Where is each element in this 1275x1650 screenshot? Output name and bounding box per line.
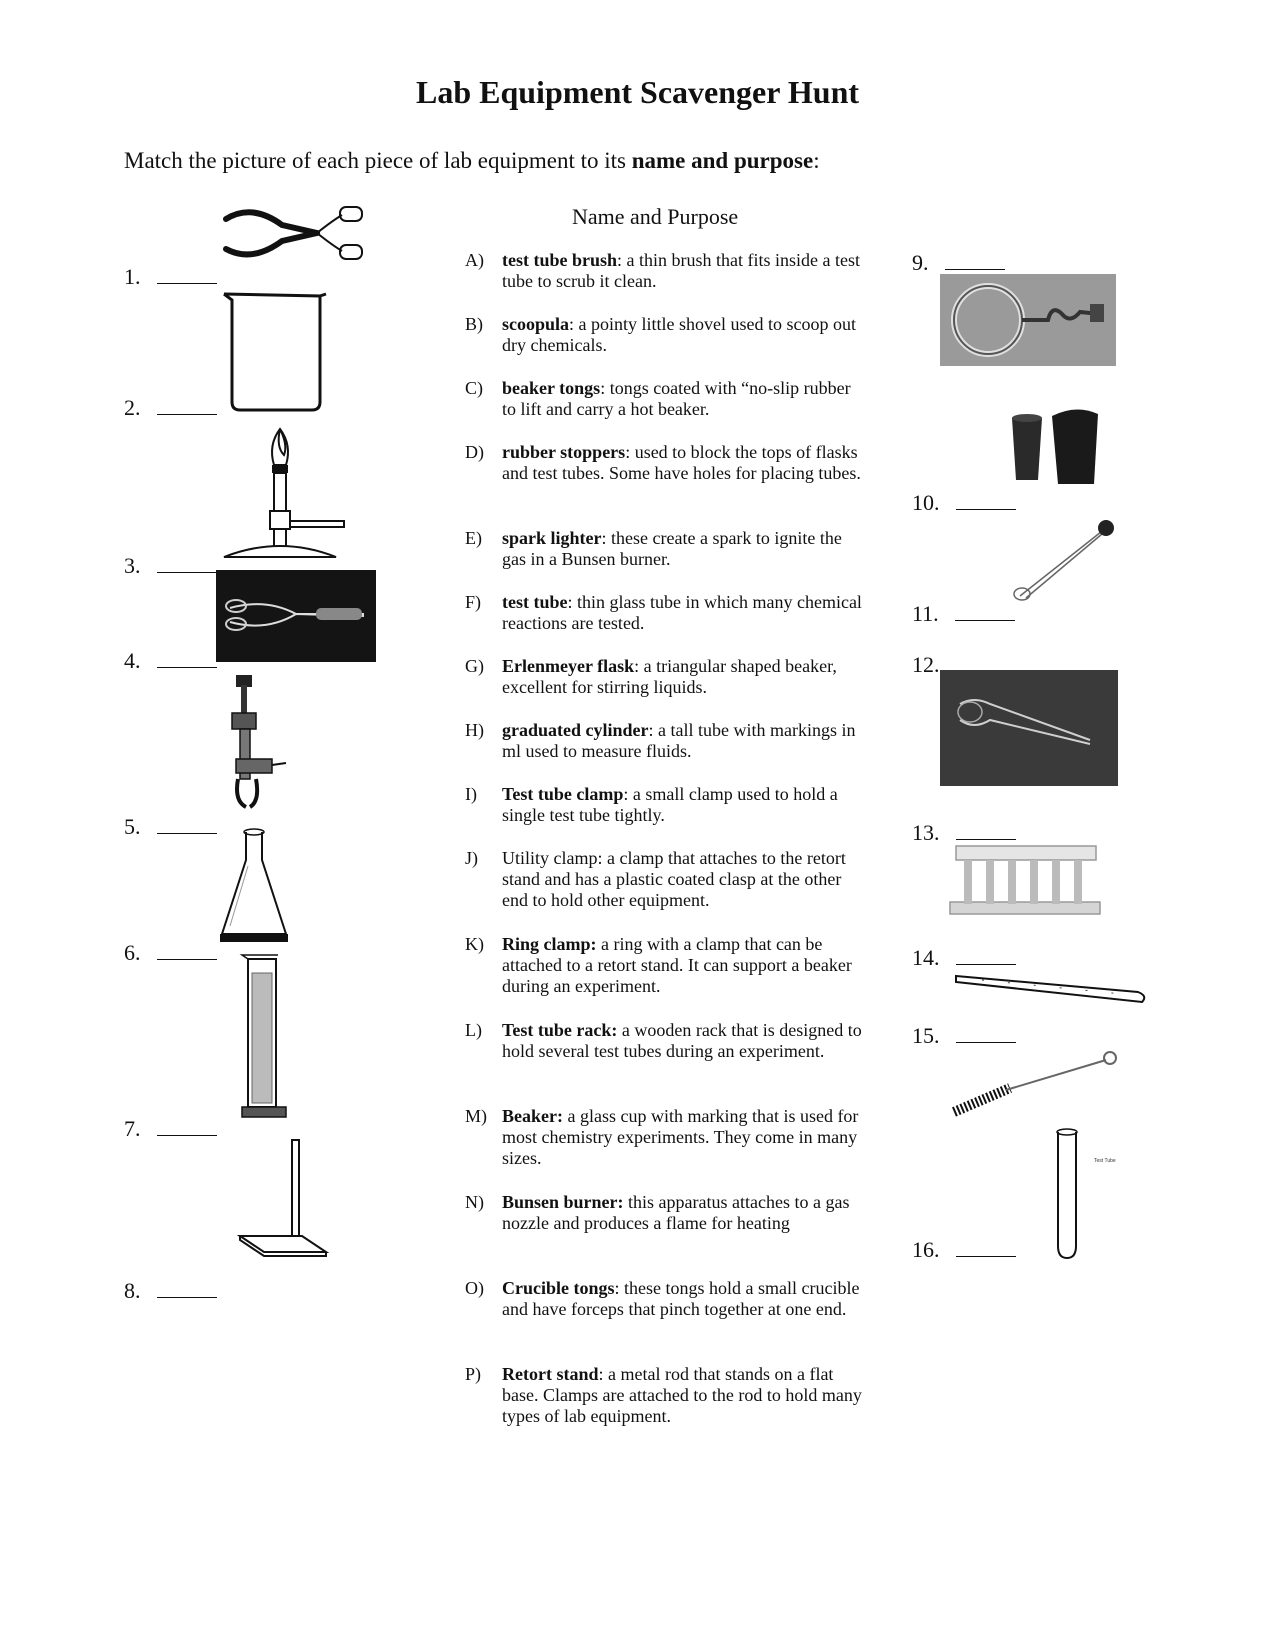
answer-blank[interactable] <box>157 651 217 668</box>
answer-line-1[interactable] <box>124 264 217 290</box>
definition-text: : a tall tube with markings in ml used to measure fluids. <box>502 720 856 761</box>
definition-text: : these create a spark to ignite the gas in a Bunsen burner. <box>502 528 842 569</box>
number-label: 5. <box>124 814 141 839</box>
column-heading: Name and Purpose <box>572 204 739 229</box>
utility-clamp-image <box>226 675 296 815</box>
definition-text: : a triangular shaped beaker, excellent for stirring liquids. <box>502 656 837 697</box>
definition-letter: N) <box>465 1192 484 1212</box>
definition-text: Utility clamp: a clamp that attaches to the retort stand and has a plastic coated clasp at the other end to hold other equipment. <box>502 848 846 910</box>
definition-letter: I) <box>465 784 477 804</box>
answer-blank[interactable] <box>157 943 217 960</box>
definition-n <box>465 1192 862 1234</box>
answer-blank[interactable] <box>945 253 1005 270</box>
definition-text: : tongs coated with “no-slip rubber to lift and carry a hot beaker. <box>502 378 851 419</box>
answer-line-8[interactable] <box>124 1278 217 1304</box>
answer-blank[interactable] <box>157 1281 217 1298</box>
crucible-tongs-image <box>222 205 372 265</box>
answer-line-6[interactable] <box>124 940 217 966</box>
answer-line-15[interactable] <box>912 1023 1016 1049</box>
answer-blank[interactable] <box>157 398 217 415</box>
definition-text: : a pointy little shovel used to scoop out dry chemicals. <box>502 314 857 355</box>
definition-f <box>465 592 862 634</box>
answer-line-16[interactable] <box>912 1237 1016 1263</box>
definition-term: beaker tongs <box>502 378 601 398</box>
answer-blank[interactable] <box>157 267 217 284</box>
definition-term: Test tube rack: <box>502 1020 618 1040</box>
definition-letter: B) <box>465 314 483 334</box>
definition-text: : a small clamp used to hold a single test tube tightly. <box>502 784 838 825</box>
definition-term: Erlenmeyer flask <box>502 656 635 676</box>
answer-blank[interactable] <box>956 1026 1016 1043</box>
bunsen-burner-image <box>220 425 360 565</box>
definition-term: Test tube clamp <box>502 784 624 804</box>
definition-m <box>465 1106 862 1169</box>
definition-h <box>465 720 862 762</box>
definition-c <box>465 378 862 420</box>
definition-b <box>465 314 862 356</box>
definition-d <box>465 442 862 484</box>
number-label: 2. <box>124 395 141 420</box>
answer-line-3[interactable] <box>124 553 217 579</box>
number-label: 1. <box>124 264 141 289</box>
number-label: 4. <box>124 648 141 673</box>
answer-blank[interactable] <box>157 1119 217 1136</box>
answer-blank[interactable] <box>956 493 1016 510</box>
definition-j <box>465 848 862 911</box>
definition-term: Ring clamp: <box>502 934 597 954</box>
number-label: 9. <box>912 250 929 275</box>
definition-text: : used to block the tops of flasks and test tubes. Some have holes for placing tubes. <box>502 442 861 483</box>
definition-a <box>465 250 862 292</box>
spark-lighter-image <box>1010 512 1120 604</box>
definition-term: Crucible tongs <box>502 1278 615 1298</box>
scoopula-image <box>952 970 1152 1010</box>
definition-letter: M) <box>465 1106 487 1126</box>
number-label: 8. <box>124 1278 141 1303</box>
definition-text: this apparatus attaches to a gas nozzle and produces a flame for heating <box>502 1192 850 1233</box>
beaker-tongs-image <box>216 570 376 662</box>
definition-text: a ring with a clamp that can be attached to a retort stand. It can support a beaker during an experiment. <box>502 934 852 996</box>
instructions <box>124 148 820 174</box>
beaker-image <box>220 290 330 415</box>
definition-text: a glass cup with marking that is used for most chemistry experiments. They come in many sizes. <box>502 1106 859 1168</box>
definition-k <box>465 934 862 997</box>
definition-i <box>465 784 862 826</box>
answer-blank[interactable] <box>955 604 1015 621</box>
definition-letter: E) <box>465 528 482 548</box>
definition-text: : a thin brush that fits inside a test tube to scrub it clean. <box>502 250 860 291</box>
answer-line-9[interactable] <box>912 250 1005 276</box>
page-title: Lab Equipment Scavenger Hunt <box>415 74 860 110</box>
test-tube-caption: Test Tube <box>1094 1158 1116 1164</box>
definition-term: scoopula <box>502 314 570 334</box>
definition-o <box>465 1278 862 1320</box>
definition-g <box>465 656 862 698</box>
answer-blank[interactable] <box>956 1240 1016 1257</box>
instructions-lead: Match the picture of each piece of lab equipment to its <box>124 148 632 173</box>
definition-text: : a metal rod that stands on a flat base. Clamps are attached to the rod to hold many types of lab equipment. <box>502 1364 862 1426</box>
definition-letter: A) <box>465 250 484 270</box>
number-label: 10. <box>912 490 940 515</box>
definition-letter: K) <box>465 934 484 954</box>
definition-text: : thin glass tube in which many chemical reactions are tested. <box>502 592 862 633</box>
retort-stand-image <box>238 1140 328 1260</box>
definition-l <box>465 1020 862 1062</box>
answer-line-11[interactable] <box>912 601 1015 627</box>
definition-letter: O) <box>465 1278 484 1298</box>
definition-term: graduated cylinder <box>502 720 649 740</box>
answer-blank[interactable] <box>956 823 1016 840</box>
answer-blank[interactable] <box>157 817 217 834</box>
instructions-tail: : <box>813 148 820 173</box>
number-label: 3. <box>124 553 141 578</box>
definition-term: Bunsen burner: <box>502 1192 624 1212</box>
erlenmeyer-flask-image <box>218 826 290 946</box>
definition-text: a wooden rack that is designed to hold several test tubes during an experiment. <box>502 1020 862 1061</box>
test-tube-clamp-image <box>940 670 1118 786</box>
number-label: 11. <box>912 601 939 626</box>
number-label: 16. <box>912 1237 940 1262</box>
answer-line-14[interactable] <box>912 945 1016 971</box>
ring-clamp-image <box>940 274 1116 366</box>
test-tube-rack-image <box>946 840 1106 920</box>
number-label: 7. <box>124 1116 141 1141</box>
definition-term: Beaker: <box>502 1106 563 1126</box>
number-label: 6. <box>124 940 141 965</box>
answer-blank[interactable] <box>157 556 217 573</box>
number-label: 12. <box>912 652 940 677</box>
number-label: 13. <box>912 820 940 845</box>
definition-term: Retort stand <box>502 1364 599 1384</box>
test-tube-brush-image <box>950 1048 1120 1120</box>
graduated-cylinder-image <box>240 953 300 1123</box>
definition-text: : these tongs hold a small crucible and have forceps that pinch together at one end. <box>502 1278 860 1319</box>
test-tube-image <box>1050 1128 1120 1264</box>
instructions-bold: name and purpose <box>631 148 814 173</box>
definition-letter: P) <box>465 1364 482 1384</box>
definition-e <box>465 528 862 570</box>
definition-letter: F) <box>465 592 482 612</box>
definition-letter: C) <box>465 378 483 398</box>
definition-letter: J) <box>465 848 478 868</box>
definition-term: rubber stoppers <box>502 442 626 462</box>
answer-line-10[interactable] <box>912 490 1016 516</box>
answer-line-5[interactable] <box>124 814 217 840</box>
definition-term: test tube brush <box>502 250 618 270</box>
definition-term: test tube <box>502 592 568 612</box>
answer-line-4[interactable] <box>124 648 217 674</box>
definition-letter: G) <box>465 656 484 676</box>
definition-letter: L) <box>465 1020 482 1040</box>
rubber-stoppers-image <box>1008 404 1104 486</box>
number-label: 14. <box>912 945 940 970</box>
definition-letter: D) <box>465 442 484 462</box>
answer-blank[interactable] <box>956 948 1016 965</box>
definition-letter: H) <box>465 720 484 740</box>
definition-term: spark lighter <box>502 528 602 548</box>
definition-p <box>465 1364 862 1427</box>
answer-line-2[interactable] <box>124 395 217 421</box>
number-label: 15. <box>912 1023 940 1048</box>
answer-line-7[interactable] <box>124 1116 217 1142</box>
